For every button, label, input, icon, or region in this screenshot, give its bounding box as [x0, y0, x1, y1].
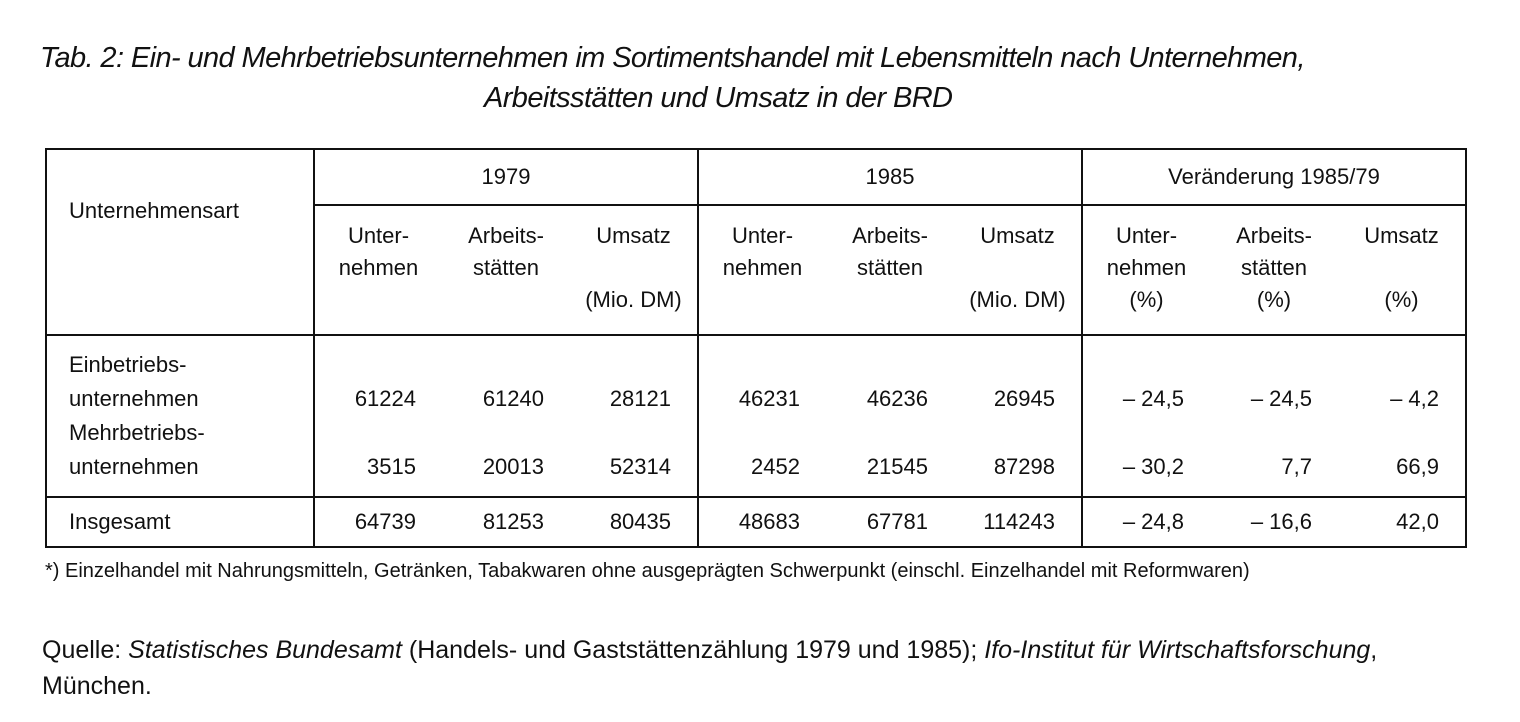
table-row [46, 416, 1466, 497]
title-line-1: Tab. 2: Ein- und Mehrbetriebsunternehmen im Sortimentshandel mit Lebensmitteln nach Unternehmen, [40, 42, 1305, 74]
subheader-cell: Arbeits- stätten [468, 223, 544, 280]
table-cell: 2452 [698, 416, 826, 497]
subheader-cell: Unter- nehmen (%) [1082, 205, 1210, 335]
table-cell: 28121 [609, 386, 671, 411]
source-middle: (Handels- und Gaststättenzählung 1979 und 1985); [401, 636, 985, 664]
source-citation [42, 632, 1482, 704]
table-cell: 64739 [314, 497, 442, 547]
footnote: *) Einzelhandel mit Nahrungsmitteln, Getränken, Tabakwaren ohne ausgeprägten Schwerpunkt (einschl. Einzelhandel mit Reformwaren) [45, 560, 1250, 582]
table-cell: 46231 [698, 335, 826, 416]
total-row [46, 497, 1466, 547]
subheader-cell: Umsatz (Mio. DM) [969, 223, 1066, 312]
subheader-cell: Umsatz (Mio. DM) [585, 223, 682, 312]
table-cell: 66,9 [1396, 454, 1439, 479]
table-cell: – 24,5 [1082, 335, 1210, 416]
table-cell: – 4,2 [1390, 386, 1439, 411]
row-label: Einbetriebs- unternehmen [69, 352, 199, 411]
subheader-cell: Arbeits- stätten [852, 223, 928, 280]
row-header-cell: Unternehmensart [69, 198, 239, 223]
header-row-groups [46, 149, 1466, 205]
table-cell: 81253 [482, 509, 544, 534]
table-cell: – 16,6 [1250, 509, 1312, 534]
table-cell: 21545 [866, 454, 928, 479]
subheader-cell: Arbeits- stätten (%) [1236, 223, 1312, 312]
group-header-1979: 1979 [314, 149, 698, 205]
table-cell: 61240 [482, 386, 544, 411]
table-title [40, 38, 1480, 118]
source-prefix: Quelle: [42, 636, 129, 664]
table-cell: – 24,8 [1082, 497, 1210, 547]
subheader-cell: Umsatz (%) [1364, 223, 1439, 312]
total-label: Insgesamt [69, 509, 171, 534]
table-cell: 114243 [983, 509, 1055, 534]
group-header-change: Veränderung 1985/79 [1082, 149, 1466, 205]
table-cell: 26945 [993, 386, 1055, 411]
table-cell: 7,7 [1281, 454, 1312, 479]
table-cell: 48683 [698, 497, 826, 547]
table-cell: 67781 [866, 509, 928, 534]
table-cell: 52314 [609, 454, 671, 479]
table-row [46, 335, 1466, 416]
table-cell: 80435 [609, 509, 671, 534]
subheader-cell: Unter- nehmen [698, 205, 826, 335]
table-cell: 87298 [993, 454, 1055, 479]
statistics-table [45, 148, 1467, 548]
table-cell: – 24,5 [1250, 386, 1312, 411]
source-suffix: , München. [42, 636, 1378, 700]
group-header-1985: 1985 [698, 149, 1082, 205]
table-cell: – 30,2 [1082, 416, 1210, 497]
subheader-cell: Unter- nehmen [314, 205, 442, 335]
row-label: Mehrbetriebs- unternehmen [69, 420, 205, 479]
table-cell: 3515 [314, 416, 442, 497]
table-cell: 42,0 [1396, 509, 1439, 534]
title-line-2: Arbeitsstätten und Umsatz in der BRD [484, 82, 953, 114]
source-institute: Ifo-Institut für Wirtschaftsforschung [984, 636, 1371, 664]
table-cell: 46236 [866, 386, 928, 411]
table-cell: 61224 [314, 335, 442, 416]
table-cell: 20013 [482, 454, 544, 479]
source-publisher: Statistisches Bundesamt [128, 636, 402, 664]
